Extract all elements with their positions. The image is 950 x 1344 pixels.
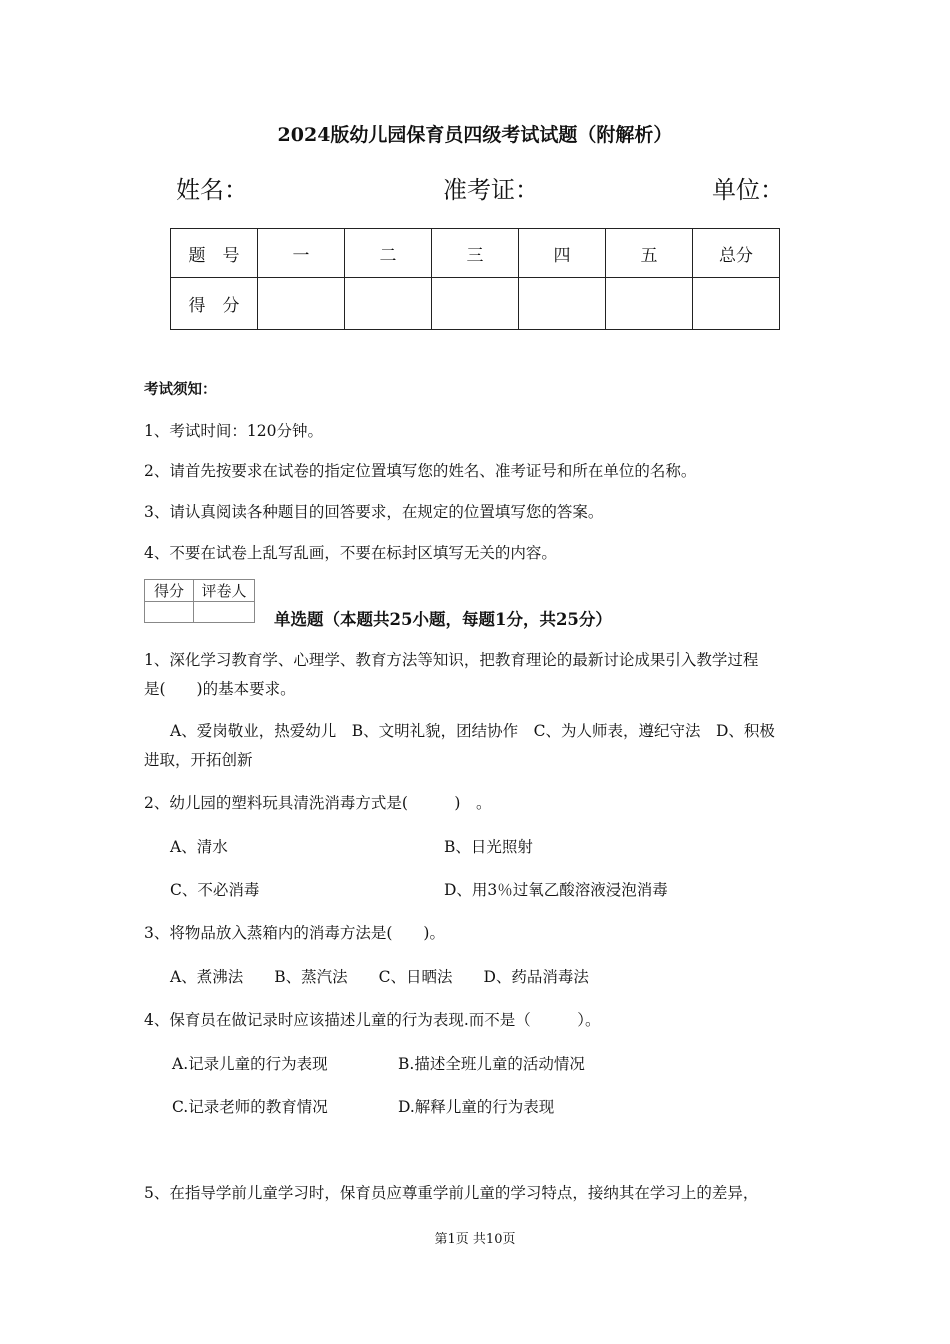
score-cell[interactable] <box>432 278 519 330</box>
option-d: D、用3％过氧乙酸溶液浸泡消毒 <box>444 881 668 899</box>
question-stem: 3、将物品放入蒸箱内的消毒方法是( )。 <box>144 924 445 942</box>
notice-item: 4、不要在试卷上乱写乱画，不要在标封区填写无关的内容。 <box>144 544 557 562</box>
option-d: D.解释儿童的行为表现 <box>398 1098 555 1116</box>
page-title: 2024版幼儿园保育员四级考试试题（附解析） <box>277 124 673 146</box>
option-b: B.描述全班儿童的活动情况 <box>398 1055 585 1073</box>
score-table-header-row <box>171 229 780 278</box>
score-table <box>170 228 780 330</box>
question-stem: 1、深化学习教育学、心理学、教育方法等知识，把教育理论的最新讨论成果引入教学过程 <box>144 651 759 669</box>
score-table-header-cell: 四 <box>519 229 606 278</box>
unit-field-label: 单位： <box>712 176 784 204</box>
score-cell[interactable] <box>606 278 693 330</box>
question-stem: 是( )的基本要求。 <box>144 680 296 698</box>
notice-item: 1、考试时间：120分钟。 <box>144 422 323 440</box>
option-c: C.记录老师的教育情况 <box>172 1098 328 1116</box>
notice-item: 3、请认真阅读各种题目的回答要求，在规定的位置填写您的答案。 <box>144 503 604 521</box>
question-options: A、爱岗敬业，热爱幼儿 B、文明礼貌，团结协作 C、为人师表，遵纪守法 D、积极 <box>170 722 775 740</box>
score-table-score-row <box>171 278 780 330</box>
option-b: B、日光照射 <box>444 838 533 856</box>
grader-box <box>144 579 255 623</box>
score-table-header-cell: 三 <box>432 229 519 278</box>
score-table-header-cell: 二 <box>345 229 432 278</box>
score-table-header-cell: 题 号 <box>171 229 258 278</box>
score-row-label: 得 分 <box>171 278 258 330</box>
question-options: A、煮沸法 B、蒸汽法 C、日晒法 D、药品消毒法 <box>170 968 589 986</box>
page-footer: 第1页 共10页 <box>434 1232 516 1247</box>
option-a: A、清水 <box>170 838 228 856</box>
question-options: 进取，开拓创新 <box>144 751 253 769</box>
grader-reviewer-cell[interactable] <box>194 602 255 623</box>
grader-reviewer-label: 评卷人 <box>194 580 255 602</box>
question-stem: 2、幼儿园的塑料玩具清洗消毒方式是( ) 。 <box>144 794 492 812</box>
score-table-header-cell: 一 <box>258 229 345 278</box>
name-field-label: 姓名： <box>176 176 248 204</box>
question-stem: 5、在指导学前儿童学习时，保育员应尊重学前儿童的学习特点，接纳其在学习上的差异， <box>144 1184 759 1202</box>
question-stem: 4、保育员在做记录时应该描述儿童的行为表现.而不是（ ）。 <box>144 1011 601 1029</box>
grader-score-cell[interactable] <box>145 602 194 623</box>
score-cell[interactable] <box>693 278 780 330</box>
notice-heading: 考试须知： <box>144 381 217 398</box>
score-cell[interactable] <box>519 278 606 330</box>
notice-item: 2、请首先按要求在试卷的指定位置填写您的姓名、准考证号和所在单位的名称。 <box>144 462 697 480</box>
option-a: A.记录儿童的行为表现 <box>172 1055 328 1073</box>
score-table-header-cell: 五 <box>606 229 693 278</box>
score-cell[interactable] <box>345 278 432 330</box>
score-table-header-cell: 总分 <box>693 229 780 278</box>
section-title: 单选题（本题共25小题，每题1分，共25分） <box>274 610 612 629</box>
score-cell[interactable] <box>258 278 345 330</box>
exam-id-field-label: 准考证： <box>443 176 539 204</box>
option-c: C、不必消毒 <box>170 881 260 899</box>
grader-score-label: 得分 <box>145 580 194 602</box>
